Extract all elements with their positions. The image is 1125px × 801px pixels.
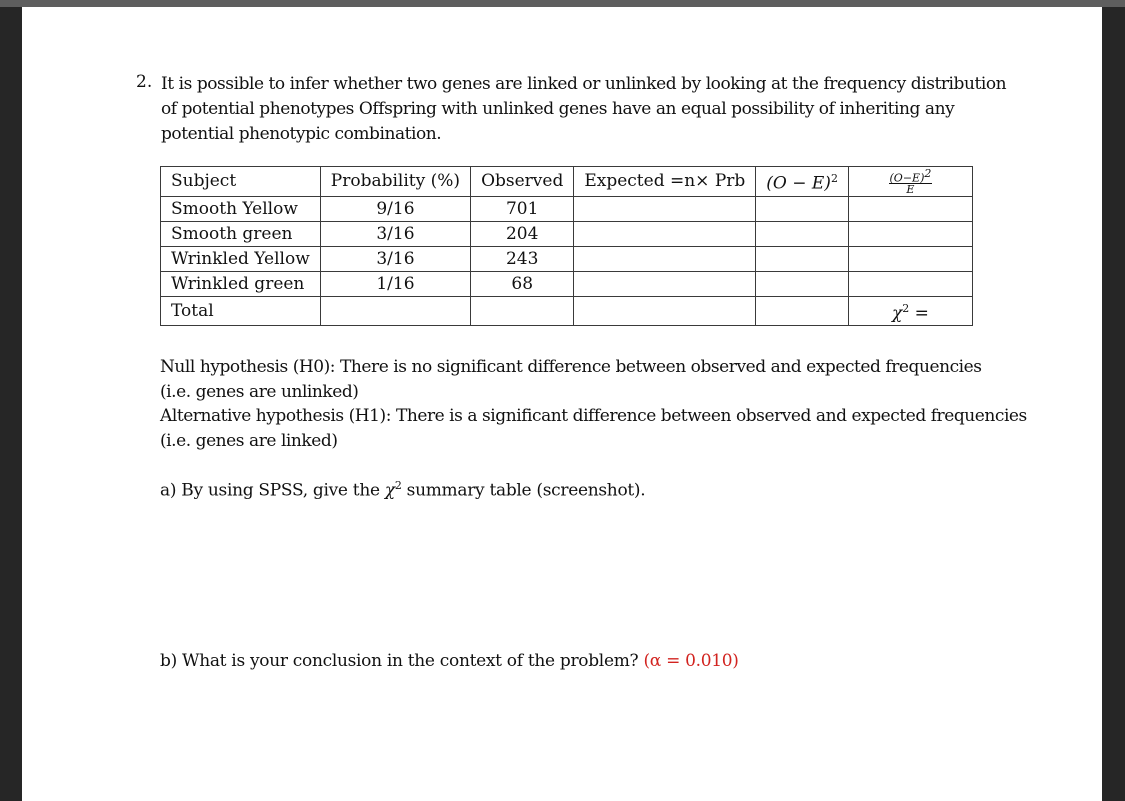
cell-subject: Smooth green (161, 221, 321, 246)
cell-ratio (848, 271, 972, 296)
header-subject: Subject (161, 167, 321, 197)
cell-total-o-minus-e (756, 296, 849, 326)
ratio-numerator (889, 168, 933, 185)
cell-expected (574, 246, 756, 271)
cell-subject: Wrinkled Yellow (161, 246, 321, 271)
null-hypothesis-note: (i.e. genes are unlinked) (160, 381, 359, 402)
cell-total-expected (574, 296, 756, 326)
table-row (161, 246, 973, 271)
chi-exponent: 2 (902, 301, 910, 315)
part-b-text: b) What is your conclusion in the context of the problem? (160, 651, 644, 671)
cell-subject: Wrinkled green (161, 271, 321, 296)
table-total-row (161, 296, 973, 326)
ratio-fraction (889, 168, 933, 196)
cell-probability: 9/16 (320, 196, 470, 221)
cell-o-minus-e-squared (756, 271, 849, 296)
chi-symbol: χ (891, 303, 903, 324)
cell-total-probability (320, 296, 470, 326)
part-a-text-end: summary table (screenshot). (401, 480, 646, 501)
viewer-top-bar (0, 0, 1125, 7)
part-a-text: a) By using SPSS, give the (160, 480, 385, 501)
cell-expected (574, 196, 756, 221)
question-text (161, 72, 1007, 147)
part-b-question (160, 651, 739, 671)
header-expected: Expected =n× Prb (574, 167, 756, 197)
cell-o-minus-e-squared (756, 246, 849, 271)
cell-ratio (848, 246, 972, 271)
cell-probability: 3/16 (320, 221, 470, 246)
null-hypothesis: Null hypothesis (H0): There is no significant difference between observed and expected frequencies (160, 357, 982, 377)
question-line: potential phenotypic combination. (161, 124, 442, 144)
ratio-numerator-text: (O−E) (889, 171, 925, 185)
part-a-chi-symbol: χ (384, 480, 395, 501)
cell-total-observed (471, 296, 574, 326)
cell-ratio (848, 221, 972, 246)
ratio-denominator: E (906, 183, 915, 197)
header-observed: Observed (471, 167, 574, 197)
chi-equals: = (909, 303, 929, 324)
part-a-chi-exponent: 2 (394, 479, 402, 492)
o-minus-e-exponent: 2 (830, 172, 838, 185)
cell-observed: 243 (471, 246, 574, 271)
cell-probability: 1/16 (320, 271, 470, 296)
document-page (22, 7, 1102, 801)
table-row (161, 221, 973, 246)
cell-probability: 3/16 (320, 246, 470, 271)
cell-subject: Smooth Yellow (161, 196, 321, 221)
table-row (161, 196, 973, 221)
table-row (161, 271, 973, 296)
question-number: 2. (136, 72, 153, 92)
question-line: It is possible to infer whether two genes are linked or unlinked by looking at the frequency distribution (161, 74, 1007, 94)
chi-square-table (160, 166, 973, 326)
alternative-hypothesis-note: (i.e. genes are linked) (160, 430, 338, 451)
cell-observed: 68 (471, 271, 574, 296)
cell-chi-square-total (848, 296, 972, 326)
o-minus-e-text: (O − E) (766, 173, 831, 194)
alternative-hypothesis: Alternative hypothesis (H1): There is a significant difference between observed and expected frequencies (160, 406, 1027, 426)
table-header-row (161, 167, 973, 197)
header-probability: Probability (%) (320, 167, 470, 197)
cell-expected (574, 271, 756, 296)
question-line: of potential phenotypes Offspring with unlinked genes have an equal possibility of inheriting any (161, 99, 955, 119)
cell-expected (574, 221, 756, 246)
cell-total-label: Total (161, 296, 321, 326)
cell-o-minus-e-squared (756, 221, 849, 246)
cell-observed: 204 (471, 221, 574, 246)
header-o-minus-e-squared (756, 167, 849, 197)
cell-o-minus-e-squared (756, 196, 849, 221)
hypotheses-block (160, 355, 1060, 453)
ratio-numerator-exponent: 2 (924, 166, 932, 180)
cell-observed: 701 (471, 196, 574, 221)
cell-ratio (848, 196, 972, 221)
header-ratio (848, 167, 972, 197)
alpha-value: (α = 0.010) (643, 651, 739, 671)
part-a-question (160, 479, 645, 501)
